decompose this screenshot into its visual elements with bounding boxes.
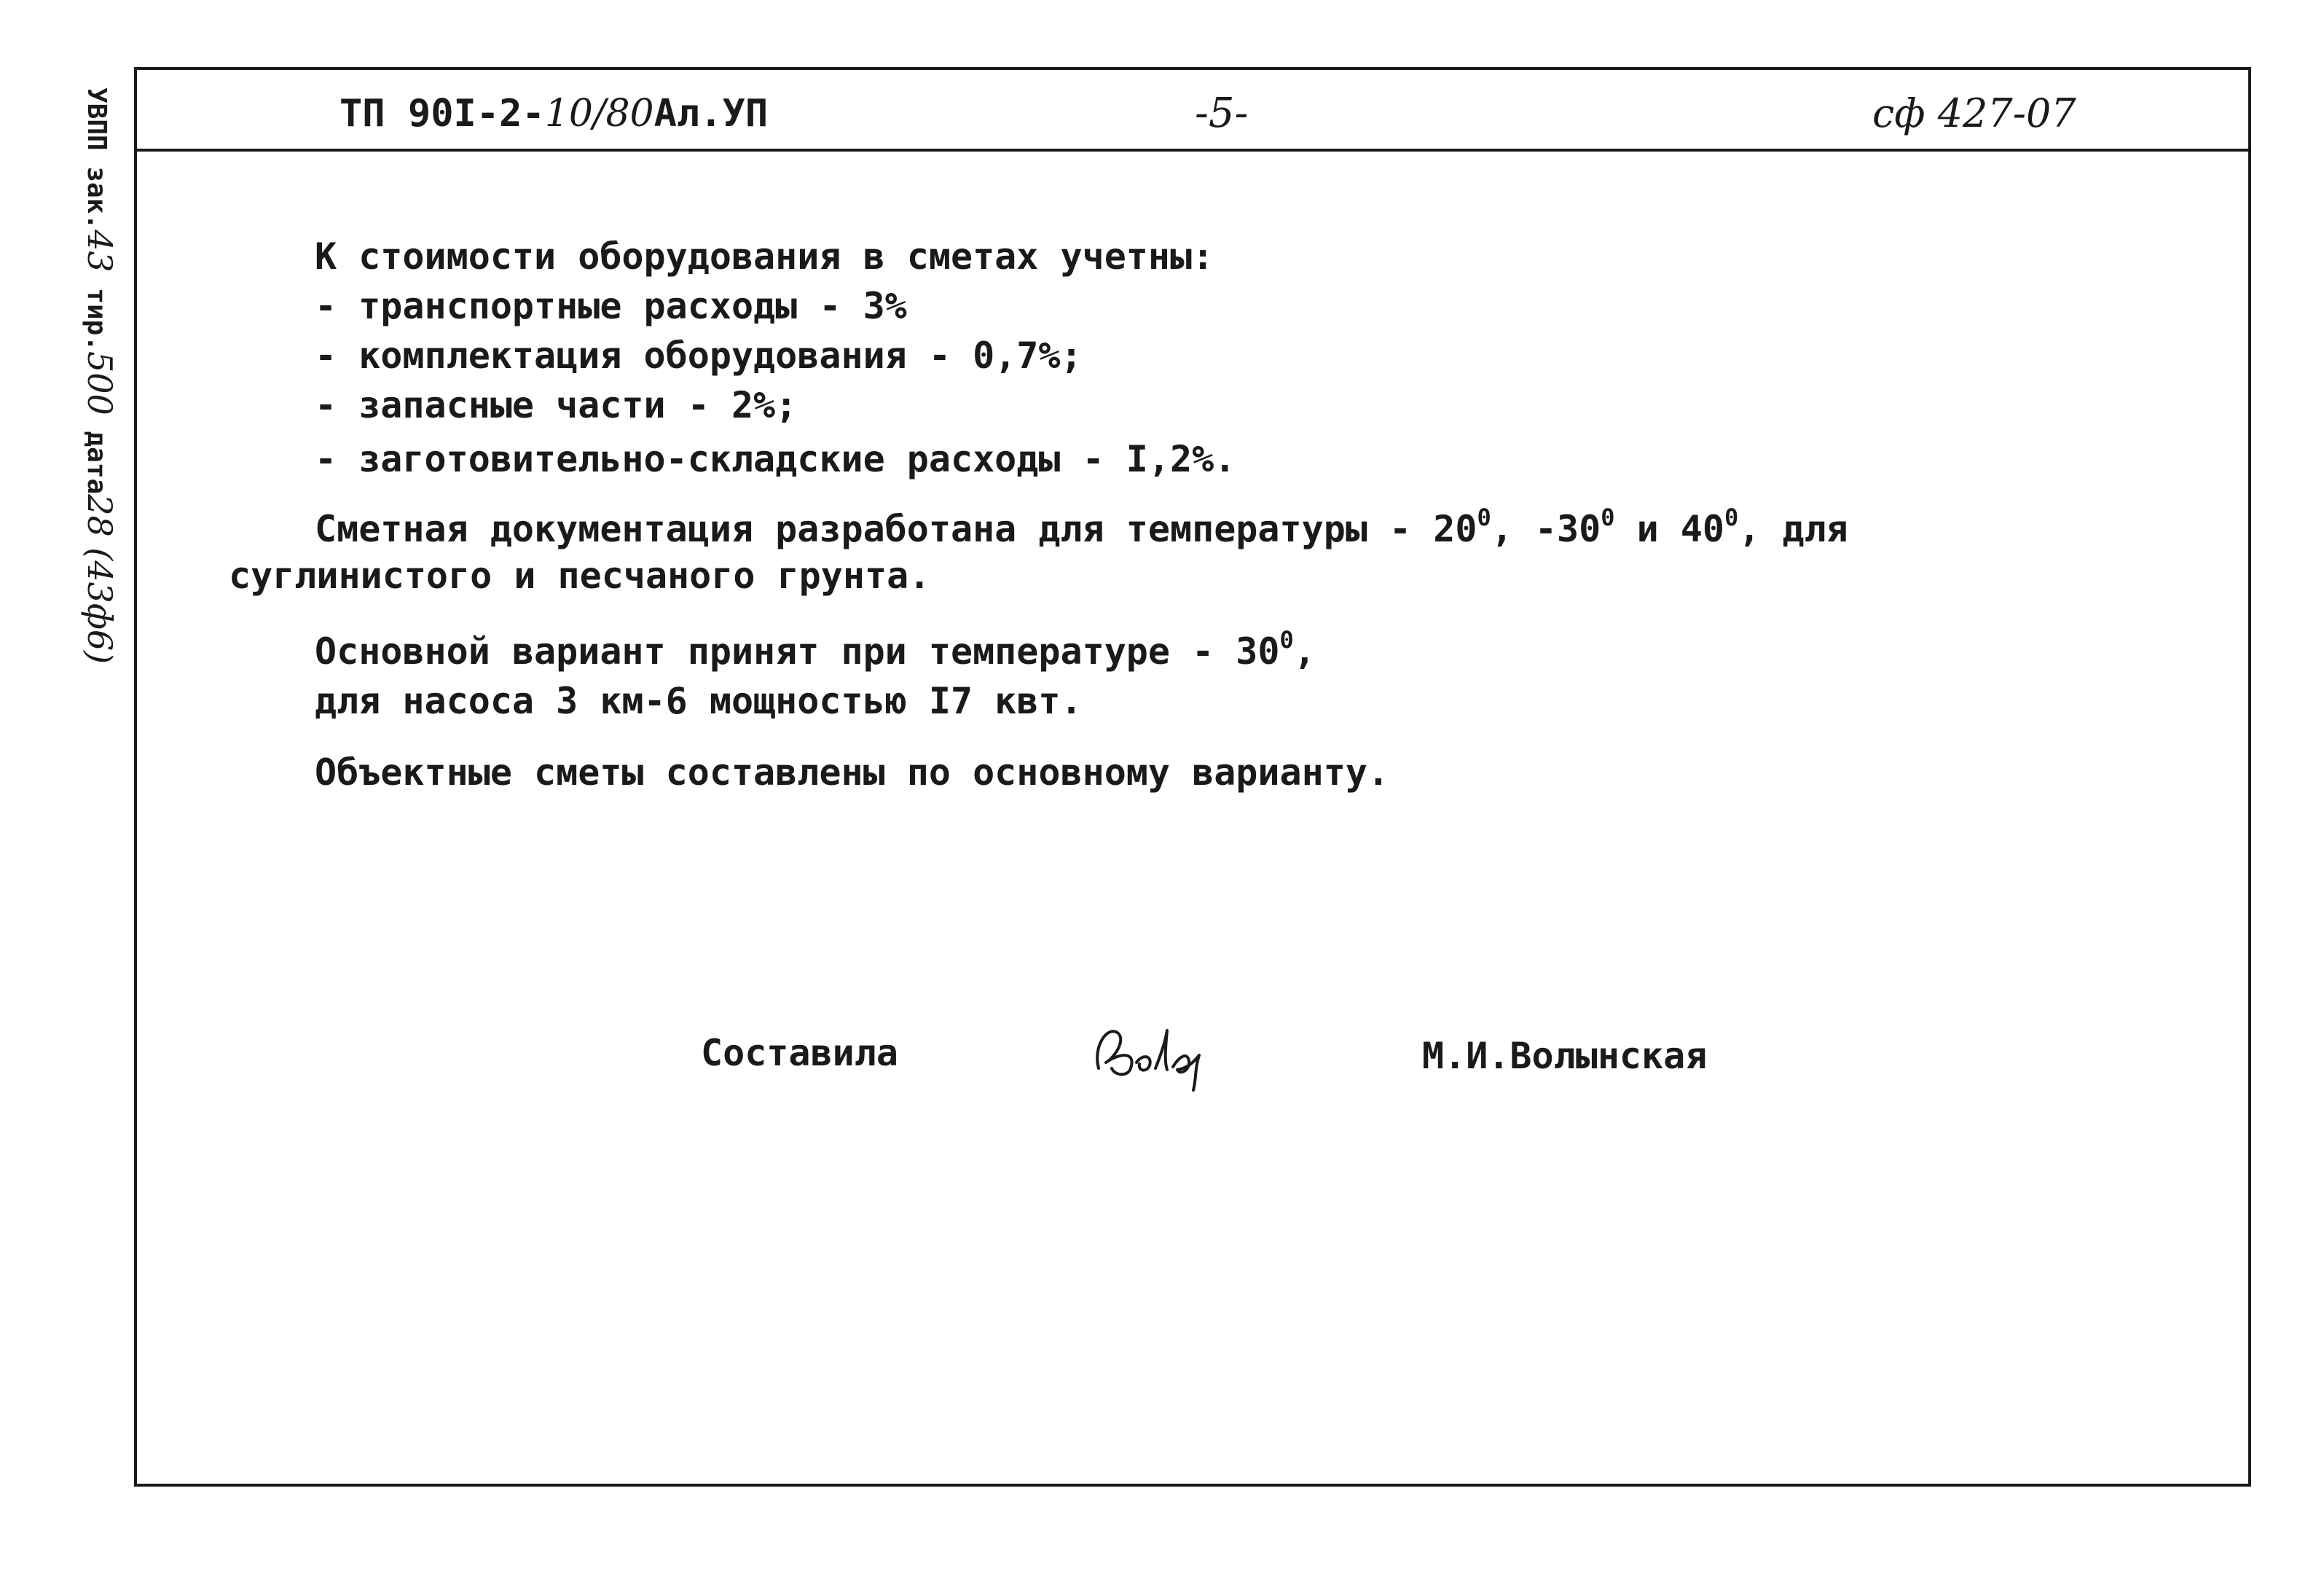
handwritten-signature [1086,1017,1231,1097]
paragraph-temperature-line2: суглинистого и песчаного грунта. [229,555,931,597]
signature-label: Составила [701,1032,898,1074]
page-number: -5- [1195,90,1249,137]
paragraph-temperature [315,504,1848,551]
side-stamp-run: 500 [80,351,119,415]
side-stamp-order: 43 [80,230,119,273]
header-divider [134,149,2251,152]
side-stamp [80,87,119,664]
degree-mark: 0 [1601,504,1615,531]
document-code-handwritten: 10/80 [544,92,654,136]
paragraph-main-variant-line2: для насоса 3 км-6 мощностью I7 квт. [315,680,1083,722]
paragraph-main-variant [315,626,1316,673]
degree-mark: 0 [1477,504,1491,531]
side-stamp-suffix: дата [82,415,111,495]
intro-line: К стоимости оборудования в сметах учетны: [315,235,1214,278]
para2-b: , [1293,630,1316,673]
para1-a: Сметная документация разработана для температуры - 20 [315,508,1477,550]
para1-c: и 40 [1614,508,1724,550]
signatory-name: М.И.Волынская [1422,1035,1708,1077]
paragraph-object-estimates: Объектные сметы составлены по основному варианту. [315,751,1390,794]
para1-b: , -30 [1491,508,1601,550]
side-stamp-date: 28 (43ф6) [80,494,119,665]
list-item: - заготовительно-складские расходы - I,2%. [315,438,1236,480]
document-code [339,92,768,136]
list-item: - транспортные расходы - 3% [315,285,907,327]
para2-a: Основной вариант принят при температуре - 30 [315,630,1280,673]
side-stamp-prefix: УВПП зак. [82,87,111,230]
list-item: - запасные части - 2%; [315,384,798,426]
side-stamp-mid: тир. [82,272,111,351]
document-code-suffix: Ал.УП [653,92,769,136]
degree-mark: 0 [1724,504,1739,531]
para1-d: , для [1738,508,1848,550]
reference-number: сф 427-07 [1872,90,2076,136]
degree-mark: 0 [1279,626,1294,654]
document-code-prefix: ТП 90I-2- [339,92,545,136]
list-item: - комплектация оборудования - 0,7%; [315,334,1083,377]
